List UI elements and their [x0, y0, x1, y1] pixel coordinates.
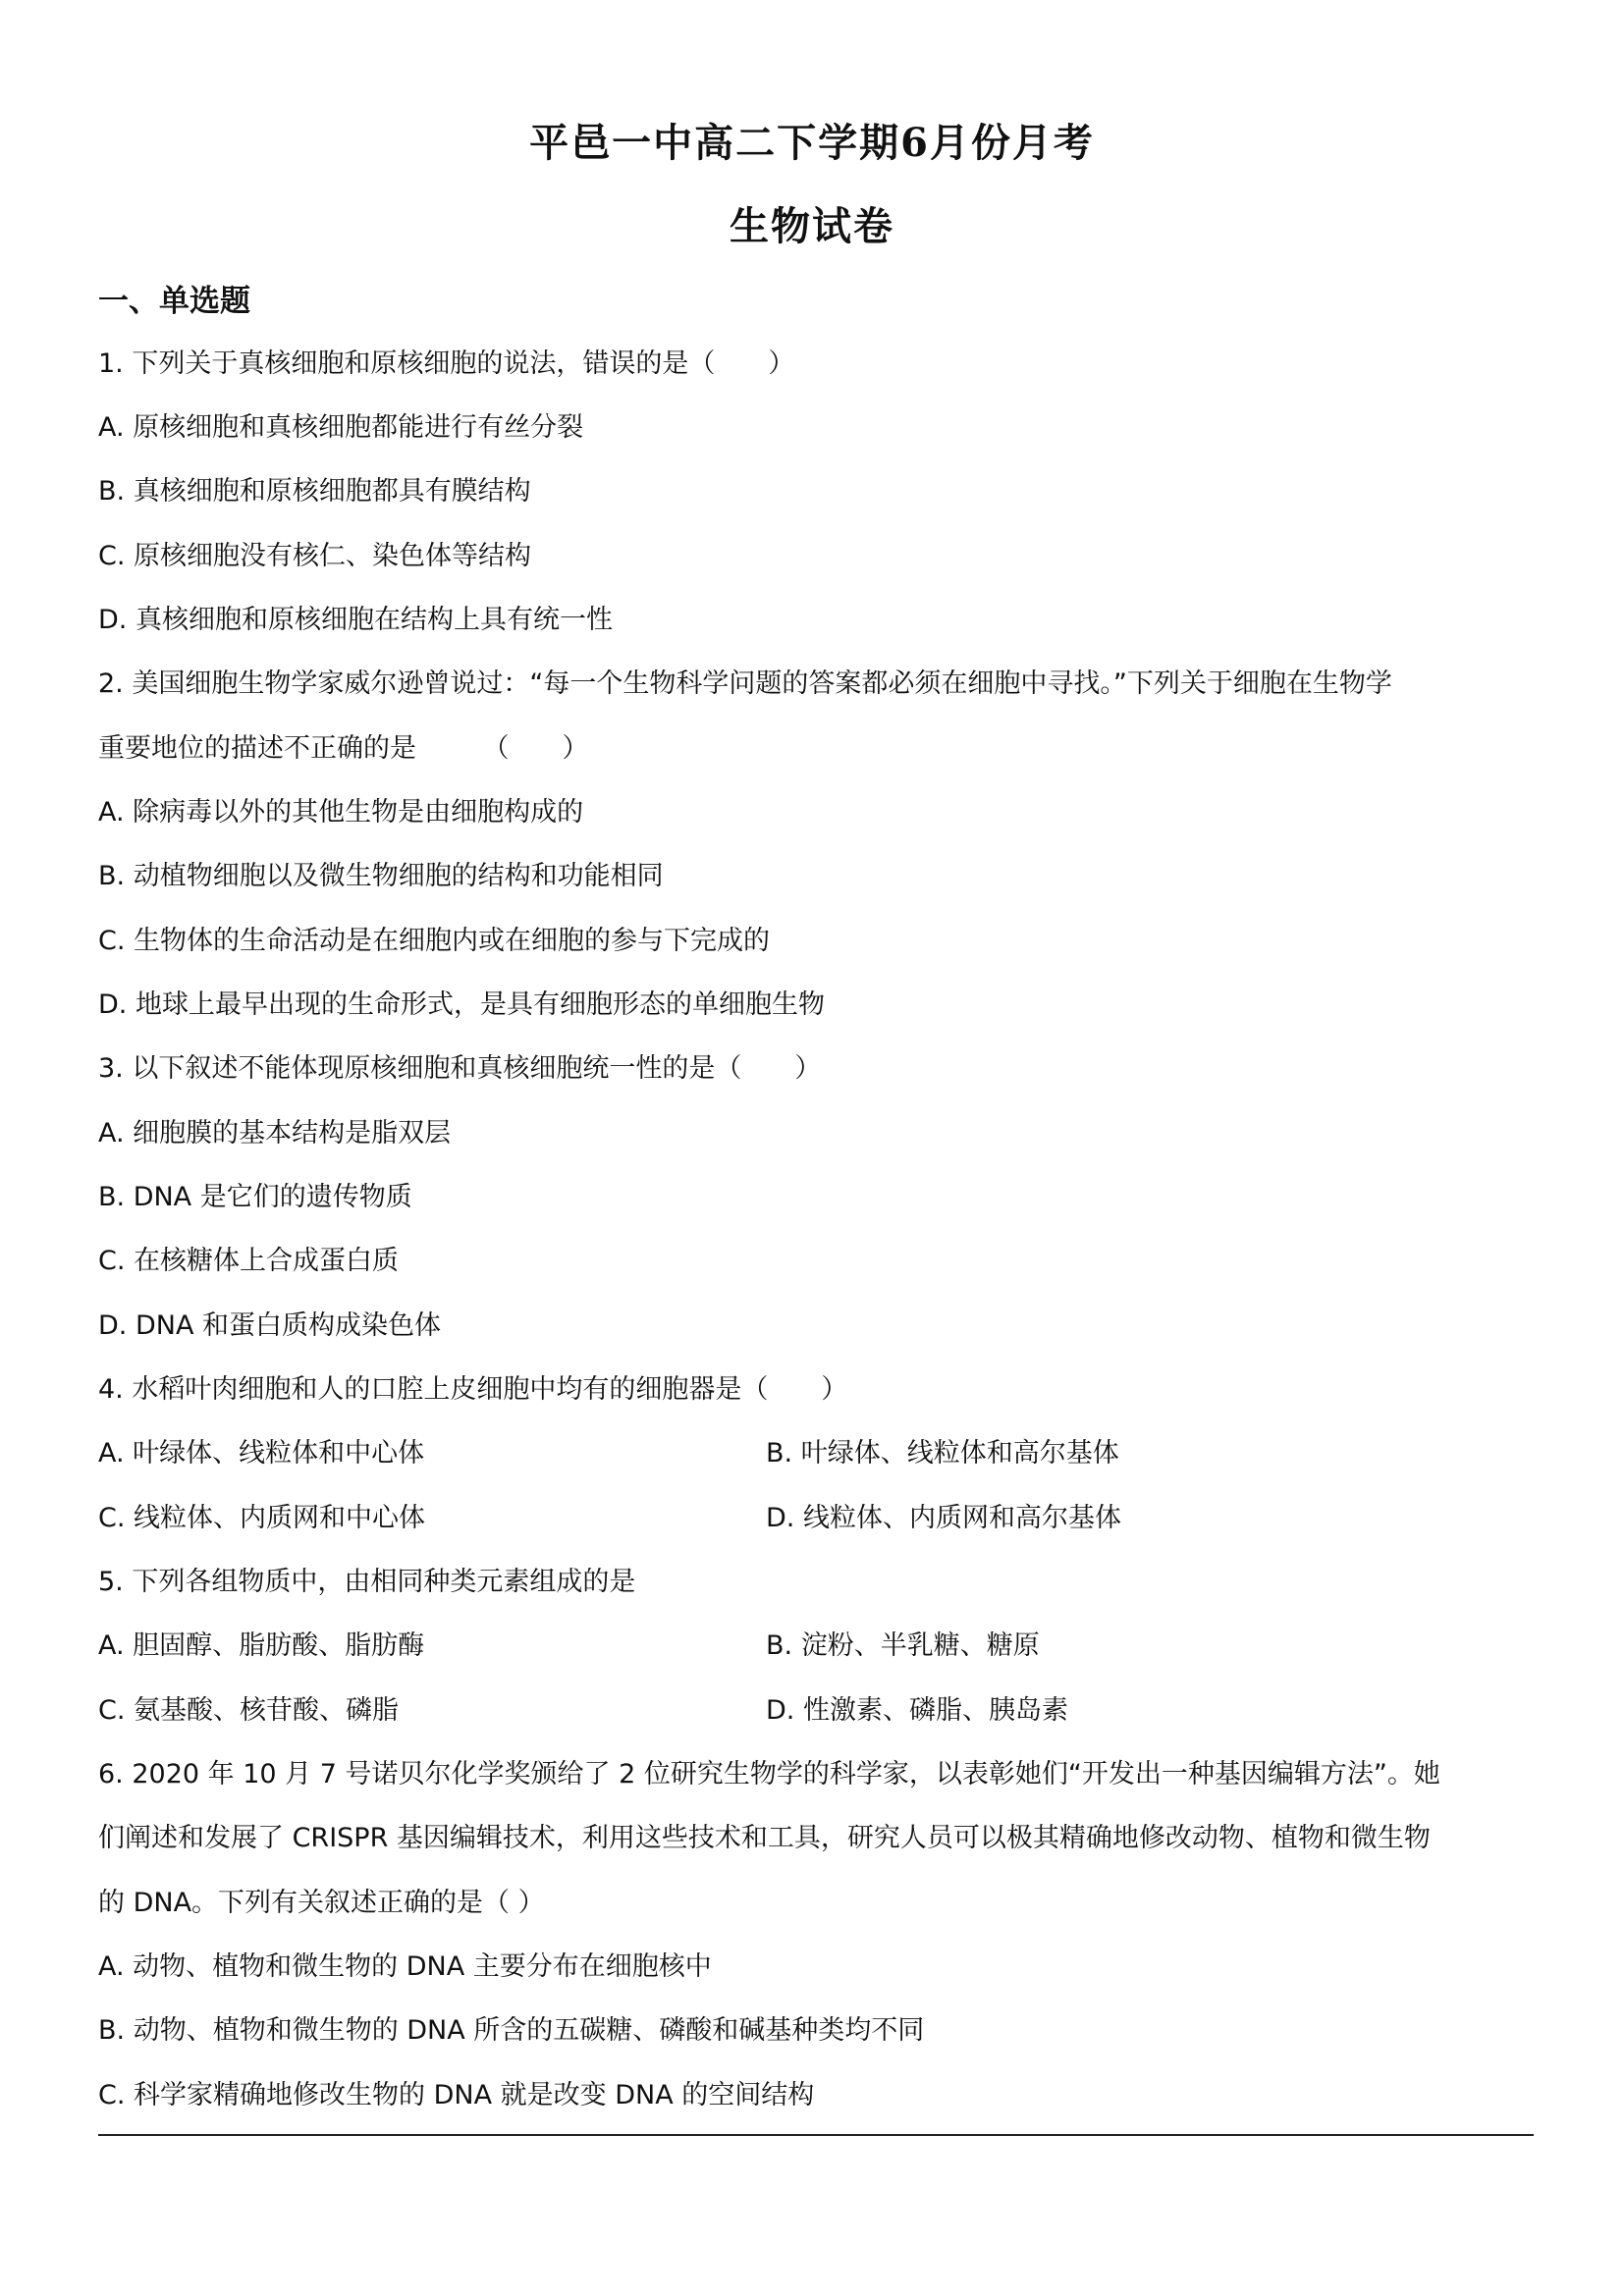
question-6-option-b: B. 动物、植物和微生物的 DNA 所含的五碳糖、磷酸和碱基种类均不同 [98, 2015, 925, 2046]
question-4-option-c: C. 线粒体、内质网和中心体 [98, 1503, 426, 1533]
question-6-stem-line-3: 的 DNA。下列有关叙述正确的是（ ） [98, 1888, 545, 1918]
question-3-option-b: B. DNA 是它们的遗传物质 [98, 1182, 412, 1212]
question-2-option-c: C. 生物体的生命活动是在细胞内或在细胞的参与下完成的 [98, 926, 771, 956]
question-4-option-a: A. 叶绿体、线粒体和中心体 [98, 1438, 425, 1468]
question-1-option-b: B. 真核细胞和原核细胞都具有膜结构 [98, 476, 531, 507]
question-2-stem-line-1: 2. 美国细胞生物学家威尔逊曾说过：“每一个生物科学问题的答案都必须在细胞中寻找。”下列关于细胞在生物学 [98, 668, 1392, 699]
question-1-option-a: A. 原核细胞和真核细胞都能进行有丝分裂 [98, 412, 584, 443]
question-4-stem: 4. 水稻叶肉细胞和人的口腔上皮细胞中均有的细胞器是（ ） [98, 1374, 848, 1405]
section-heading: 一、单选题 [98, 284, 250, 319]
question-4-option-b: B. 叶绿体、线粒体和高尔基体 [766, 1438, 1119, 1468]
question-2-option-d: D. 地球上最早出现的生命形式，是具有细胞形态的单细胞生物 [98, 989, 825, 1020]
question-5-option-a: A. 胆固醇、脂肪酸、脂肪酶 [98, 1630, 425, 1661]
question-3-option-d: D. DNA 和蛋白质构成染色体 [98, 1310, 441, 1341]
question-5-option-d: D. 性激素、磷脂、胰岛素 [766, 1695, 1068, 1726]
question-5-option-c: C. 氨基酸、核苷酸、磷脂 [98, 1695, 400, 1726]
exam-subtitle: 生物试卷 [730, 203, 894, 249]
question-5-stem: 5. 下列各组物质中，由相同种类元素组成的是 [98, 1567, 636, 1597]
question-3-option-a: A. 细胞膜的基本结构是脂双层 [98, 1118, 452, 1148]
question-5-option-b: B. 淀粉、半乳糖、糖原 [766, 1630, 1040, 1661]
question-6-option-a: A. 动物、植物和微生物的 DNA 主要分布在细胞核中 [98, 1951, 712, 1982]
question-2-option-b: B. 动植物细胞以及微生物细胞的结构和功能相同 [98, 861, 664, 891]
question-2-option-a: A. 除病毒以外的其他生物是由细胞构成的 [98, 797, 584, 828]
exam-title: 平邑一中高二下学期6月份月考 [529, 120, 1095, 166]
question-1-stem: 1. 下列关于真核细胞和原核细胞的说法，错误的是（ ） [98, 348, 795, 379]
question-2-stem-line-2: 重要地位的描述不正确的是 （ ） [98, 733, 589, 764]
question-4-option-d: D. 线粒体、内质网和高尔基体 [766, 1503, 1121, 1533]
question-3-stem: 3. 以下叙述不能体现原核细胞和真核细胞统一性的是（ ） [98, 1053, 822, 1084]
question-6-stem-line-2: 们阐述和发展了 CRISPR 基因编辑技术，利用这些技术和工具，研究人员可以极其精确地修改动物、植物和微生物 [98, 1823, 1431, 1853]
question-6-option-c: C. 科学家精确地修改生物的 DNA 就是改变 DNA 的空间结构 [98, 2080, 815, 2110]
question-6-stem-line-1: 6. 2020 年 10 月 7 号诺贝尔化学奖颁给了 2 位研究生物学的科学家，以表彰她们“开发出一种基因编辑方法”。她 [98, 1759, 1440, 1789]
page-bottom-rule [98, 2134, 1534, 2136]
question-1-option-d: D. 真核细胞和原核细胞在结构上具有统一性 [98, 605, 613, 635]
question-1-option-c: C. 原核细胞没有核仁、染色体等结构 [98, 541, 532, 571]
question-3-option-c: C. 在核糖体上合成蛋白质 [98, 1246, 400, 1276]
